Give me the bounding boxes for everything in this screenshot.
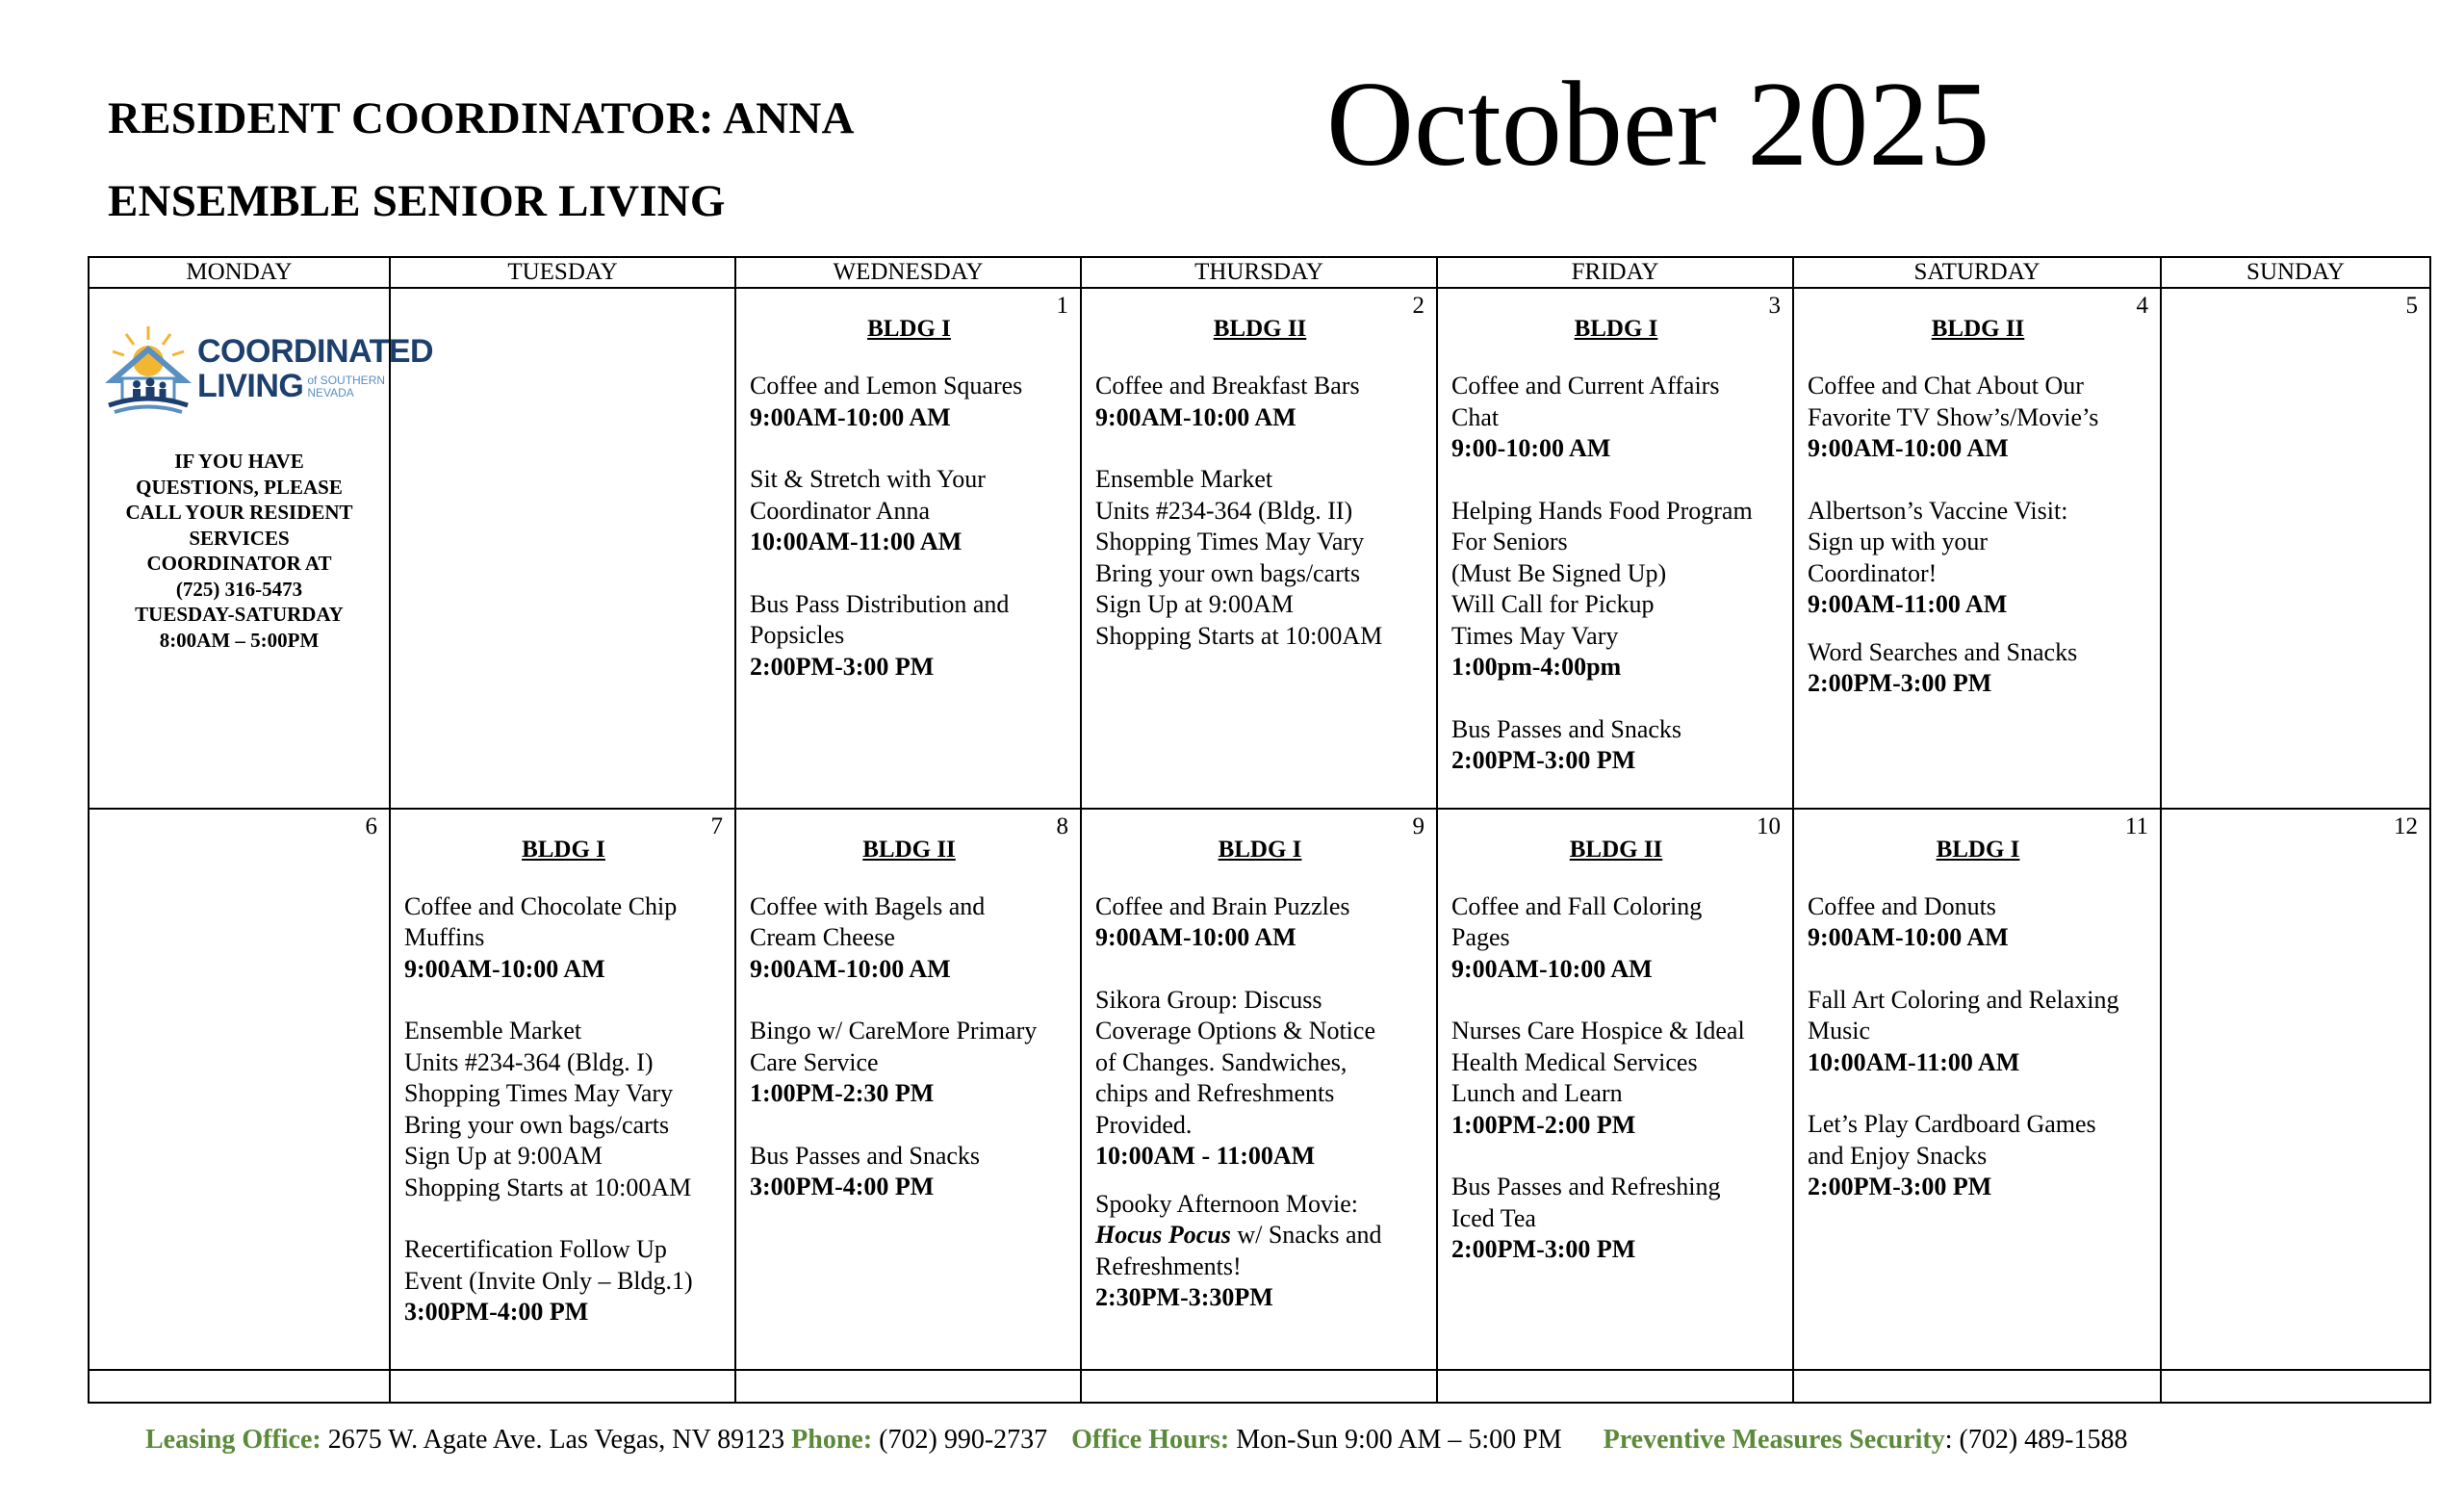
event-title [750, 589, 1068, 652]
day-cell [1437, 288, 1793, 809]
building-label: BLDG I [1574, 316, 1658, 342]
event-title [1095, 1189, 1424, 1283]
event-title-text: Coffee and Lemon Squares [750, 372, 1023, 400]
building-label: BLDG II [1931, 316, 2025, 342]
cell-body [1438, 289, 1792, 777]
event [1095, 1189, 1424, 1314]
event-title-text: Bus Passes and Snacks [1451, 714, 1682, 743]
event-title-text: Ensemble Market Units #234-364 (Bldg. I) Shopping Times May Vary Bring your own bags/carts [404, 1017, 674, 1139]
day-cell [1793, 809, 2161, 1370]
event-time: 9:00AM-10:00 AM [750, 954, 951, 983]
event [750, 1016, 1068, 1110]
footer [145, 1424, 2127, 1457]
event-title [1095, 985, 1424, 1142]
day-cell [390, 809, 735, 1370]
event-title [1095, 464, 1424, 589]
day-number: 2 [1412, 293, 1424, 319]
event [1451, 1172, 1781, 1266]
office-phone: (702) 990-2737 [879, 1425, 1048, 1455]
event-time: 10:00AM-11:00 AM [750, 528, 962, 555]
dayname-thursday: THURSDAY [1081, 257, 1437, 288]
dayname-friday: FRIDAY [1437, 257, 1793, 288]
event-title [750, 1141, 1068, 1173]
logo-sub1: of SOUTHERN [307, 374, 386, 387]
event [1095, 985, 1424, 1173]
cell-body [1082, 810, 1436, 1314]
event [404, 891, 723, 986]
event-title [1451, 1172, 1781, 1234]
event-time: 9:00AM-10:00 AM [1808, 923, 2009, 951]
dayname-tuesday: TUESDAY [390, 257, 735, 288]
info-cell [89, 288, 434, 809]
day-cell [2161, 288, 2430, 809]
day-cell [89, 809, 390, 1370]
event-title-text: Coffee and Donuts [1808, 891, 1996, 920]
event-title [750, 464, 1068, 527]
event [750, 1141, 1068, 1203]
event-title-text: Coffee and Breakfast Bars [1095, 372, 1360, 400]
event-time: 2:00PM-3:00 PM [1451, 746, 1636, 774]
event-title-text: Coffee and Current Affairs Chat [1451, 372, 1720, 431]
header-left [108, 94, 855, 260]
event-title [1808, 371, 2148, 433]
event-title-text: Sit & Stretch with Your Coordinator Anna [750, 465, 986, 525]
event-title-text: Recertification Follow Up Event (Invite Only – Bldg.1) [404, 1235, 693, 1295]
cell-body [736, 289, 1080, 683]
security-label: Preventive Measures Security [1603, 1425, 1945, 1455]
phone-label: Phone: [791, 1425, 873, 1455]
event-title-text: Ensemble Market Units #234-364 (Bldg. II) Shopping Times May Vary Bring your own bags/carts [1095, 465, 1365, 587]
day-number: 12 [2394, 812, 2418, 839]
building-label: BLDG II [862, 836, 956, 863]
event [750, 464, 1068, 558]
event-title [1095, 891, 1424, 923]
cell-body [2162, 810, 2429, 836]
day-cell [2161, 809, 2430, 1370]
event-line: Shopping Starts at 10:00AM [404, 1173, 692, 1201]
empty-cell [735, 1370, 1081, 1403]
empty-cell [1081, 1370, 1437, 1403]
contact-note: IF YOU HAVE QUESTIONS, PLEASE CALL YOUR RESIDENT SERVICES COORDINATOR AT (725) 316-5473 TUESDAY-SATURDAY 8:00AM – 5:00PM [125, 450, 353, 652]
event-title [1808, 637, 2148, 669]
event-title [404, 1234, 723, 1297]
event-time: 10:00AM-11:00 AM [1808, 1047, 2020, 1076]
cell-body [736, 810, 1080, 1203]
event [1451, 891, 1781, 986]
event-title [1808, 496, 2148, 590]
event [1095, 891, 1424, 954]
event-title [404, 891, 723, 954]
event-title [1808, 985, 2148, 1047]
event-title [1451, 371, 1781, 433]
event-title [1451, 891, 1781, 954]
event-line: Shopping Starts at 10:00AM [1095, 621, 1383, 650]
day-cell [1081, 288, 1437, 809]
cell-body [391, 810, 734, 1328]
leasing-address: 2675 W. Agate Ave. Las Vegas, NV 89123 [327, 1425, 785, 1455]
event-title [750, 891, 1068, 954]
calendar-grid [88, 256, 2431, 1404]
event-title-text: Word Searches and Snacks [1808, 637, 2078, 666]
cell-body [1438, 810, 1792, 1266]
event-title [1808, 1109, 2148, 1172]
logo-sub2: NEVADA [307, 386, 354, 400]
day-number: 9 [1412, 812, 1424, 839]
empty-cell [390, 1370, 735, 1403]
building-label: BLDG I [522, 836, 605, 863]
event-time: 1:00pm-4:00pm [1451, 653, 1622, 681]
dayname-sunday: SUNDAY [2161, 257, 2430, 288]
day-cell [735, 809, 1081, 1370]
event-time: 3:00PM-4:00 PM [750, 1173, 935, 1200]
event-title-text: Spooky Afternoon Movie: [1095, 1189, 1358, 1218]
event [404, 1234, 723, 1328]
event-time: 10:00AM - 11:00AM [1095, 1142, 1316, 1170]
event [1451, 714, 1781, 777]
dayname-wednesday: WEDNESDAY [735, 257, 1081, 288]
event-title-text: Nurses Care Hospice & Ideal Health Medical Services Lunch and Learn [1451, 1017, 1745, 1107]
dayname-saturday: SATURDAY [1793, 257, 2161, 288]
house-sun-icon [105, 321, 192, 417]
day-number: 1 [1056, 293, 1068, 319]
day-number: 10 [1757, 812, 1781, 839]
event-line: Sign Up at 9:00AM [1095, 590, 1294, 618]
leasing-label: Leasing Office: [145, 1425, 321, 1455]
event-time: 9:00AM-10:00 AM [1095, 402, 1296, 431]
event-title-text: Coffee and Brain Puzzles [1095, 891, 1350, 920]
empty-cell [1793, 1370, 2161, 1403]
event-time: 9:00-10:00 AM [1451, 434, 1611, 462]
event-title [750, 371, 1068, 402]
event-title-text: Let’s Play Cardboard Games and Enjoy Snacks [1808, 1110, 2096, 1170]
event-title-text: Coffee with Bagels and Cream Cheese [750, 891, 986, 951]
event [1808, 985, 2148, 1079]
event-title-text: Bus Passes and Snacks [750, 1141, 981, 1170]
cell-body [1794, 289, 2160, 700]
office-hours: Mon-Sun 9:00 AM – 5:00 PM [1236, 1425, 1562, 1455]
empty-cell [89, 1370, 390, 1403]
event-title-text: Sikora Group: Discuss Coverage Options & Notice of Changes. Sandwiches, chips and Refreshments Provided. [1095, 985, 1375, 1139]
cell-body [90, 810, 389, 836]
day-number: 5 [2405, 293, 2418, 319]
event-title-text: Bus Pass Distribution and Popsicles [750, 589, 1010, 649]
community-heading: ENSEMBLE SENIOR LIVING [108, 176, 726, 226]
event-time: 9:00AM-10:00 AM [1451, 954, 1653, 983]
event [1451, 496, 1781, 684]
coordinator-heading: RESIDENT COORDINATOR: ANNA [108, 93, 855, 143]
event-time: 1:00PM-2:00 PM [1451, 1110, 1636, 1139]
building-label: BLDG I [1936, 836, 2020, 863]
event-time: 9:00AM-10:00 AM [404, 954, 605, 983]
event-title-text: Fall Art Coloring and Relaxing Music [1808, 985, 2119, 1045]
event-title [750, 1016, 1068, 1078]
event-title-after: w/ Snacks and Refreshments! [1095, 1221, 1382, 1280]
event-time: 9:00AM-10:00 AM [750, 402, 951, 431]
day-number: 7 [710, 812, 723, 839]
security-phone: : (702) 489-1588 [1944, 1425, 2128, 1455]
event-time: 9:00AM-10:00 AM [1095, 923, 1296, 951]
event [1095, 464, 1424, 652]
logo-line2: LIVING [197, 368, 304, 404]
event-time: 2:00PM-3:00 PM [1808, 669, 1992, 697]
logo-line1: COORDINATED [197, 333, 434, 370]
day-number: 11 [2124, 812, 2148, 839]
dayname-monday: MONDAY [89, 257, 390, 288]
event-title-text: Bingo w/ CareMore Primary Care Service [750, 1017, 1038, 1076]
empty-cell [2161, 1370, 2430, 1403]
day-cell [1437, 809, 1793, 1370]
cell-body [1794, 810, 2160, 1203]
event [404, 1016, 723, 1203]
movie-title: Hocus Pocus [1095, 1221, 1231, 1249]
event [750, 589, 1068, 684]
event [1808, 371, 2148, 465]
event-title-text: Helping Hands Food Program For Seniors (Must Be Signed Up) Will Call for Pickup Times May Vary [1451, 496, 1753, 650]
event-time: 1:00PM-2:30 PM [750, 1079, 935, 1107]
day-cell [390, 288, 735, 809]
day-cell [1793, 288, 2161, 809]
day-number: 4 [2136, 293, 2148, 319]
event-line: Sign Up at 9:00AM [404, 1142, 603, 1170]
event-time: 2:30PM-3:30PM [1095, 1283, 1273, 1311]
day-cell [1081, 809, 1437, 1370]
event-time: 2:00PM-3:00 PM [750, 652, 935, 681]
building-label: BLDG II [1569, 836, 1663, 863]
event [1808, 1109, 2148, 1203]
event-title [1451, 496, 1781, 653]
empty-cell [1437, 1370, 1793, 1403]
coordinated-living-logo [105, 316, 434, 422]
building-label: BLDG I [1218, 836, 1302, 863]
event [750, 371, 1068, 433]
event [1451, 1016, 1781, 1141]
event [1808, 891, 2148, 954]
day-number: 6 [365, 812, 377, 839]
event [1451, 371, 1781, 465]
cell-body [1082, 289, 1436, 652]
event-title-text: Albertson’s Vaccine Visit: Sign up with your Coordinator! [1808, 496, 2068, 587]
event [750, 891, 1068, 986]
event-time: 9:00AM-11:00 AM [1808, 590, 2008, 618]
event-title-text: Coffee and Chat About Our Favorite TV Show’s/Movie’s [1808, 372, 2099, 431]
event-title-text: Coffee and Chocolate Chip Muffins [404, 891, 678, 951]
event [1095, 371, 1424, 433]
event-title [1808, 891, 2148, 923]
cell-body [2162, 289, 2429, 315]
building-label: BLDG I [867, 316, 951, 342]
event-title [1095, 371, 1424, 402]
event-time: 3:00PM-4:00 PM [404, 1298, 589, 1326]
event-time: 2:00PM-3:00 PM [1808, 1173, 1992, 1200]
day-number: 8 [1056, 812, 1068, 839]
event-title-text: Bus Passes and Refreshing Iced Tea [1451, 1173, 1721, 1232]
event-title [404, 1016, 723, 1141]
hours-label: Office Hours: [1071, 1425, 1230, 1455]
event-title [1451, 1016, 1781, 1110]
building-label: BLDG II [1213, 316, 1307, 342]
event-title [1451, 714, 1781, 746]
event [1808, 637, 2148, 700]
event [1808, 496, 2148, 621]
event-time: 2:00PM-3:00 PM [1451, 1235, 1636, 1263]
event-time: 9:00AM-10:00 AM [1808, 434, 2009, 462]
month-title: October 2025 [1326, 58, 1990, 192]
event-title-text: Coffee and Fall Coloring Pages [1451, 891, 1703, 951]
day-cell [735, 288, 1081, 809]
day-number: 3 [1768, 293, 1781, 319]
